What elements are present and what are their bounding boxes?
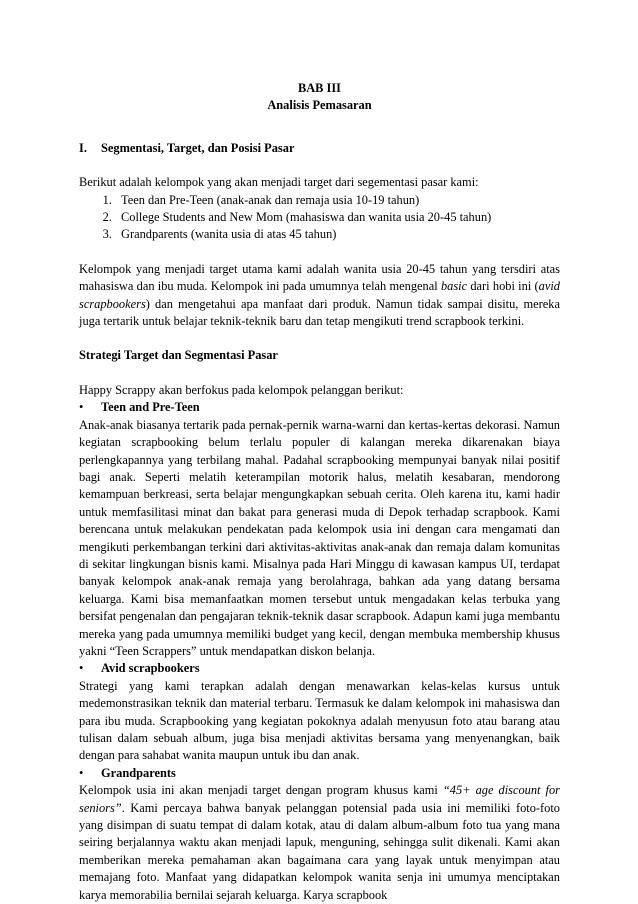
section-heading <box>79 140 560 157</box>
bullet-heading-avid <box>79 660 560 677</box>
section-number: I. <box>79 140 87 155</box>
bullet-heading-grand <box>79 765 560 782</box>
target-list <box>79 192 560 244</box>
strategy-intro: Happy Scrappy akan berfokus pada kelompok pelanggan berikut: <box>79 382 404 397</box>
paragraph-text: . Kami percaya bahwa banyak pelanggan potensial pada usia ini memiliki foto-foto yang disimpan di suatu tempat di dalam kotak, atau di dalam album-album foto tua yang mana seiring berjalannya waktu akan menjadi lapuk, menguning, sehingga sulit dikenali. Kami akan memberikan mereka pemahaman akan bagaimana cara yang layak untuk menyimpan atau memajang foto. Manfaat yang didapatkan kelompok wanita senja ini umumya menciptakan karya memorabilia bernilai sejarah keluarga. Karya scrapbook <box>79 800 560 902</box>
bullet-title: Teen and Pre-Teen <box>101 400 200 415</box>
italic-term: avid scrapbookers <box>79 279 560 311</box>
grand-paragraph <box>79 782 560 904</box>
italic-term: basic <box>440 279 468 294</box>
section-title: Segmentasi, Target, dan Posisi Pasar <box>101 140 295 155</box>
bullet-icon: • <box>79 661 84 676</box>
paragraph-text: ) dan mengetahui apa manfaat dari produk. Namun tidak sampai disitu, mereka juga tertarik untuk belajar teknik-teknik baru dan tetap mengikuti trend scrapbook terkini. <box>79 296 560 329</box>
avid-paragraph: Strategi yang kami terapkan adalah dengan menawarkan kelas-kelas kursus untuk medemonstrasikan teknik dan material terbaru. Termasuk ke dalam kelompok ini mahasiswa dan para ibu muda. Scrapbooking yang kegiatan pokoknya adalah menyusun foto atau barang atau tulisan dalam sebuah album, juga bisa menjadi aktivitas bersama yang menyenangkan, baik dengan para sahabat wanita maupun untuk ibu dan anak. <box>79 678 560 763</box>
target-intro: Berikut adalah kelompok yang akan menjadi target dari segementasi pasar kami: <box>79 175 479 190</box>
list-item: 1. Teen dan Pre-Teen (anak-anak dan remaja usia 10-19 tahun) <box>115 192 560 209</box>
bullet-heading-teen <box>79 399 560 416</box>
paragraph-text: Kelompok yang menjadi target utama kami adalah wanita usia 20-45 tahun yang tersdiri atas mahasiswa dan ibu muda. Kelompok ini pada umumnya telah mengenal <box>79 261 560 294</box>
teen-paragraph: Anak-anak biasanya tertarik pada pernak-pernik warna-warni dan kertas-kertas dekorasi. Namun kegiatan scrapbooking belum terlalu populer di kalangan mereka dikarenakan biaya perlengkapannya yang terbilang mahal. Padahal scrapbooking mempunyai banyak nilai positif bagi anak. Seperti melatih keterampilan motorik halus, melatih kesabaran, mendorong kemampuan berkreasi, serta belajar mengungkapkan sebuah cerita. Oleh karena itu, kami hadir untuk memfasilitasi minat dan bakat para generasi muda di Depok terhadap scrapbook. Kami berencana untuk melakukan pendekatan pada kelompok usia ini dengan cara mengamati dan mengikuti perkembangan terkini dari aktivitas-aktivitas anak-anak dan remaja dalam komunitas di sekitar lingkungan bisnis kami. Misalnya pada Hari Minggu di kawasan kampus UI, terdapat banyak kelompok anak-anak remaja yang berolahraga, bahkan ada yang datang bersama keluarga. Kami bisa memanfaatkan momen tersebut untuk mengadakan kelas terbuka yang bersifat pengenalan dan pengajaran teknik-teknik dasar scrapbook. Adapun kami juga membantu mereka yang pada umumnya memiliki budget yang kecil, dengan membuka membership khusus yakni “Teen Scrappers” untuk mendapatkan diskon belanja. <box>79 417 560 658</box>
italic-term: “45+ age discount for seniors” <box>79 783 560 815</box>
paragraph-text: dari hobi ini ( <box>467 279 539 294</box>
main-target-paragraph <box>79 261 560 331</box>
list-item: 2. College Students and New Mom (mahasiswa dan wanita usia 20-45 tahun) <box>115 209 560 226</box>
bullet-title: Avid scrapbookers <box>101 661 200 676</box>
strategy-heading: Strategi Target dan Segmentasi Pasar <box>79 348 278 363</box>
list-item: 3. Grandparents (wanita usia di atas 45 tahun) <box>115 226 560 243</box>
bullet-icon: • <box>79 765 84 780</box>
bullet-icon: • <box>79 400 84 415</box>
chapter-label: BAB III <box>297 81 342 95</box>
bullet-title: Grandparents <box>101 765 176 780</box>
chapter-title: Analisis Pemasaran <box>267 98 372 113</box>
paragraph-text: Kelompok usia ini akan menjadi target dengan program khusus kami <box>79 783 443 798</box>
